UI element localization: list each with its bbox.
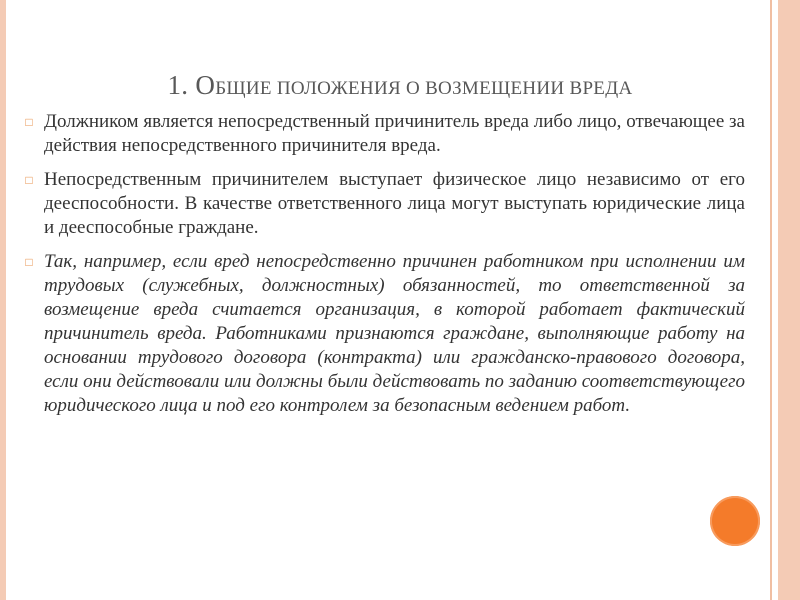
slide-title — [0, 70, 800, 101]
bullet-item — [18, 168, 745, 240]
title-rest: БЩИЕ ПОЛОЖЕНИЯ О ВОЗМЕЩЕНИИ ВРЕДА — [215, 78, 633, 99]
bullet-item — [18, 250, 745, 418]
bullet-text: Так, например, если вред непосредственно причинен работником при исполнении им трудовых (служебных, должностных) обязанностей, то ответственной за возмещение вреда считается организация, в которой работает фактический причинитель вреда. Работниками признаются граждане, выполняющие работу на основании трудового договора (контракта) или гражданско-правового договора, если они действовали или должны были действовать по заданию соответствующего юридического лица и под его контролем за безопасным ведением работ. — [44, 251, 745, 416]
hollow-square-bullet-icon: □ — [25, 173, 33, 187]
bullet-item — [18, 110, 745, 158]
decorative-circle — [710, 496, 760, 546]
bullet-text: Непосредственным причинителем выступает физическое лицо независимо от его дееспособности. В качестве ответственного лица могут выступать юридические лица и дееспособные граждане. — [44, 169, 745, 238]
title-number: 1. — [167, 70, 189, 100]
hollow-square-bullet-icon: □ — [25, 255, 33, 269]
slide-content — [18, 110, 745, 428]
title-first-letter: О — [195, 70, 216, 100]
bullet-text: Должником является непосредственный причинитель вреда либо лицо, отвечающее за действия непосредственного причинителя вреда. — [44, 111, 745, 156]
hollow-square-bullet-icon: □ — [25, 115, 33, 129]
